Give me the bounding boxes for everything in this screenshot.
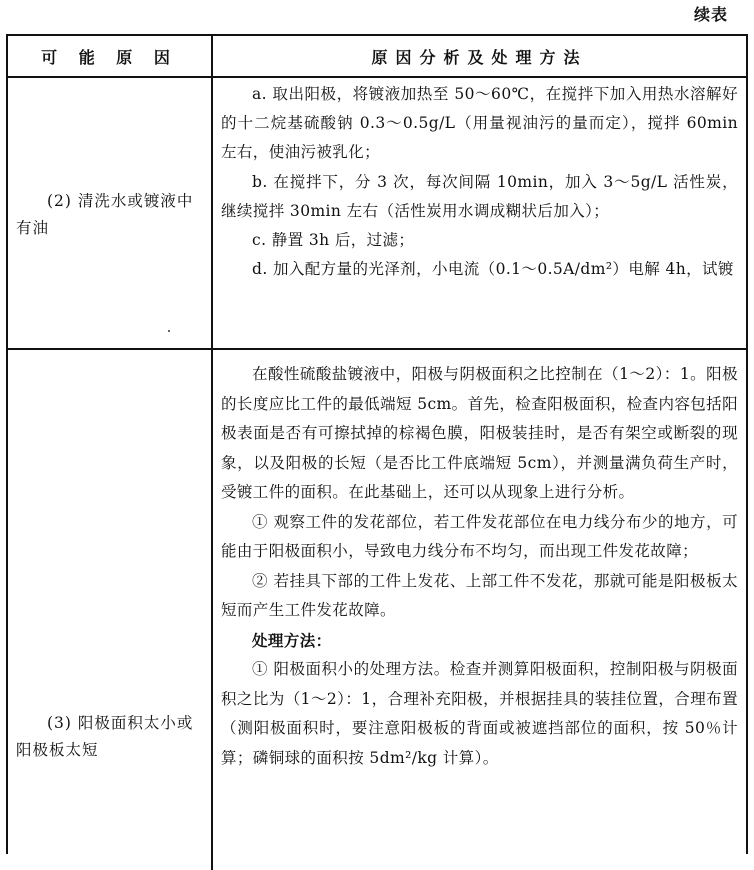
table-row	[8, 350, 746, 870]
treatment-heading: 处理方法：	[252, 630, 332, 650]
cause-cell	[8, 78, 213, 348]
header-cause-cell	[8, 36, 213, 76]
analysis-intro: 在酸性硫酸盐镀液中，阳极与阴极面积之比控制在（1～2）：1。阳极的长度应比工件的最低端短 5cm。首先，检查阳极面积，检查内容包括阳极表面是否有可擦拭掉的棕褐色膜，阳极装挂时，是否有架空或断裂的现象，以及阳极的长短（是否比工件底端短 5cm），并测量满负荷生产时，受镀工件的面积。在此基础上，还可以从现象上进行分析。	[221, 365, 738, 501]
analysis-point-1: ① 观察工件的发花部位，若工件发花部位在电力线分布少的地方，可能由于阳极面积小，导致电力线分布不均匀，而出现工件发花故障；	[221, 512, 738, 560]
header-analysis: 原因分析及处理方法	[371, 47, 588, 67]
step-a: a. 取出阳极，将镀液加热至 50～60℃，在搅拌下加入用热水溶解好的十二烷基硫酸钠 0.3～0.5g/L（用量视油污的量而定），搅拌 60min 左右，使油污被乳化；	[221, 85, 738, 162]
step-b: b. 在搅拌下，分 3 次，每次间隔 10min，加入 3～5g/L 活性炭，继续搅拌 30min 左右（活性炭用水调成糊状后加入）；	[221, 172, 738, 220]
continued-label: 续表	[693, 5, 728, 24]
header-analysis-cell	[213, 36, 746, 76]
step-d: d. 加入配方量的光泽剂，小电流（0.1～0.5A/dm²）电解 4h，试镀	[252, 260, 734, 279]
analysis-cell	[213, 78, 746, 348]
troubleshooting-table	[6, 34, 748, 854]
treatment-point-1: ① 阳极面积小的处理方法。检查并测算阳极面积，控制阳极与阴极面积之比为（1～2）：1，合理补充阳极，并根据挂具的装挂位置，合理布置（测阳极面积时，要注意阳极板的背面或被遮挡部位的面积，按 50％计算；磷铜球的面积按 5dm²/kg 计算）。	[221, 660, 738, 767]
header-cause: 可 能 原 因	[41, 47, 178, 67]
analysis-point-2: ② 若挂具下部的工件上发花、上部工件不发花，那就可能是阳极板太短而产生工件发花故障。	[221, 571, 738, 619]
stray-dot	[168, 330, 170, 332]
cause-text: (3) 阳极面积太小或阳极板太短	[16, 714, 194, 759]
table-row	[8, 78, 746, 350]
cause-cell	[8, 350, 213, 870]
step-c: c. 静置 3h 后，过滤；	[252, 231, 415, 250]
cause-text: (2) 清洗水或镀液中有油	[16, 192, 194, 237]
table-header	[8, 36, 746, 78]
analysis-cell	[213, 350, 746, 870]
